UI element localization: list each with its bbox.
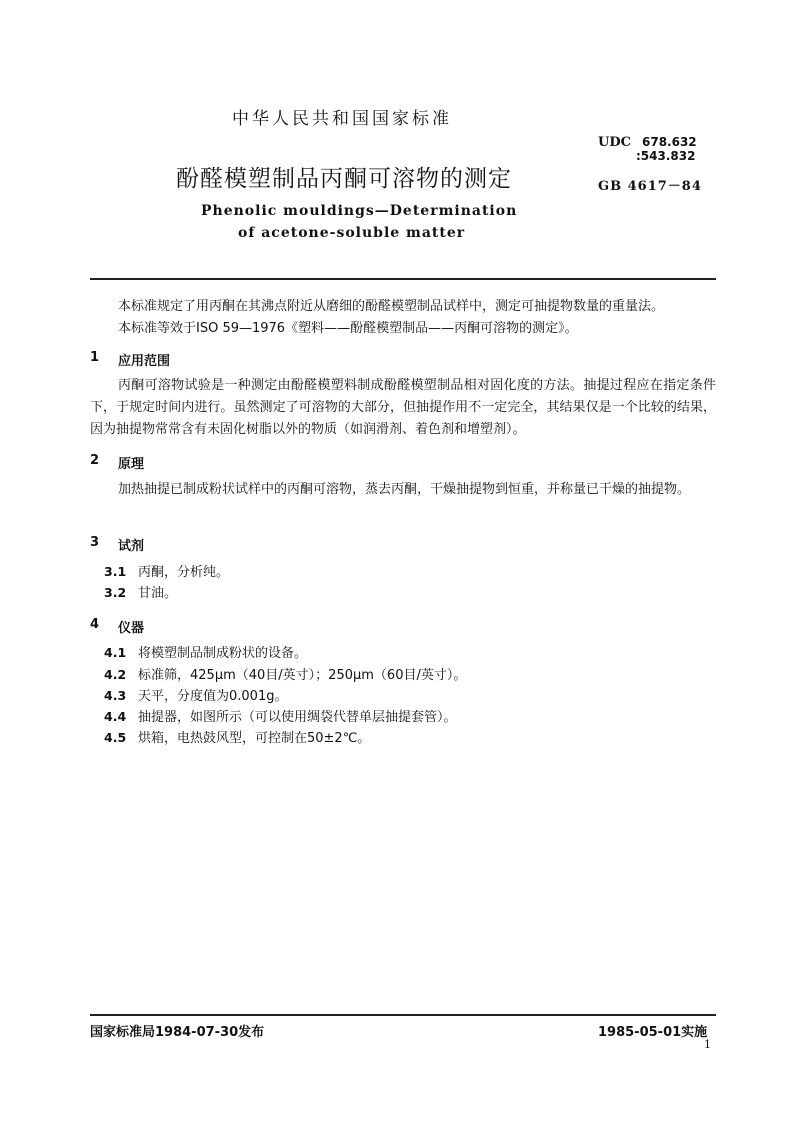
item-text: 将模塑制品制成粉状的设备。 bbox=[138, 646, 308, 661]
item-number: 3.2 bbox=[104, 585, 127, 600]
list-item bbox=[104, 685, 287, 704]
gb-code: GB 4617－84 bbox=[598, 179, 702, 194]
document-title-en-line1: Phenolic mouldings—Determination bbox=[201, 203, 518, 219]
udc-code-1: 678.632 bbox=[642, 135, 697, 149]
udc-code-2: :543.832 bbox=[636, 149, 696, 163]
issue-date: 国家标准局1984-07-30发布 bbox=[90, 1025, 265, 1040]
section-4-title: 仪器 bbox=[118, 621, 145, 636]
intro-line-1: 本标准规定了用丙酮在其沸点附近从磨细的酚醛模塑制品试样中，测定可抽提物数量的重量法。 bbox=[118, 299, 665, 314]
section-2-number: 2 bbox=[90, 453, 100, 468]
list-item bbox=[104, 582, 177, 601]
section-1-paragraph: 丙酮可溶物试验是一种测定由酚醛模塑料制成酚醛模塑制品相对固化度的方法。抽提过程应在指定条件下，于规定时间内进行。虽然测定了可溶物的大部分，但抽提作用不一定完全，其结果仅是一个比较的结果，因为抽提物常常含有未固化树脂以外的物质（如润滑剂、着色剂和增塑剂）。 bbox=[90, 378, 716, 437]
list-item bbox=[104, 727, 370, 746]
document-title-cn: 酚醛模塑制品丙酮可溶物的测定 bbox=[176, 166, 512, 192]
section-2-title: 原理 bbox=[118, 457, 145, 472]
effective-date: 1985-05-01实施 bbox=[598, 1025, 708, 1040]
list-item bbox=[104, 642, 307, 661]
list-item bbox=[104, 561, 229, 580]
item-text: 天平，分度值为0.001g。 bbox=[138, 689, 288, 704]
header-divider bbox=[90, 278, 716, 280]
section-1-title: 应用范围 bbox=[118, 354, 171, 369]
section-3-number: 3 bbox=[90, 535, 100, 550]
list-item bbox=[104, 664, 466, 683]
item-number: 4.2 bbox=[104, 667, 127, 682]
section-1-number: 1 bbox=[90, 350, 100, 365]
item-number: 4.3 bbox=[104, 688, 127, 703]
item-number: 4.5 bbox=[104, 730, 127, 745]
item-number: 3.1 bbox=[104, 564, 127, 579]
item-text: 烘箱，电热鼓风型，可控制在50±2℃。 bbox=[138, 731, 371, 746]
udc-label: UDC bbox=[598, 135, 631, 150]
section-2-paragraph: 加热抽提已制成粉状试样中的丙酮可溶物，蒸去丙酮，干燥抽提物到恒重，并称量已干燥的抽提物。 bbox=[118, 482, 691, 497]
item-text: 抽提器，如图所示（可以使用绸袋代替单层抽提套管）。 bbox=[138, 710, 457, 725]
document-title-en-line2: of acetone-soluble matter bbox=[238, 225, 466, 241]
item-number: 4.1 bbox=[104, 645, 127, 660]
item-number: 4.4 bbox=[104, 709, 127, 724]
page-number: 1 bbox=[704, 1038, 711, 1051]
list-item bbox=[104, 706, 457, 725]
intro-line-2: 本标准等效于ISO 59—1976《塑料——酚醛模塑制品——丙酮可溶物的测定》。 bbox=[118, 321, 578, 336]
section-3-title: 试剂 bbox=[118, 539, 145, 554]
section-4-number: 4 bbox=[90, 617, 100, 632]
item-text: 标准筛，425μm（40目/英寸）；250μm（60目/英寸）。 bbox=[138, 668, 467, 683]
footer-divider bbox=[90, 1014, 716, 1016]
item-text: 甘油。 bbox=[138, 586, 178, 601]
item-text: 丙酮，分析纯。 bbox=[138, 565, 230, 580]
standard-name: 中华人民共和国国家标准 bbox=[232, 109, 452, 129]
